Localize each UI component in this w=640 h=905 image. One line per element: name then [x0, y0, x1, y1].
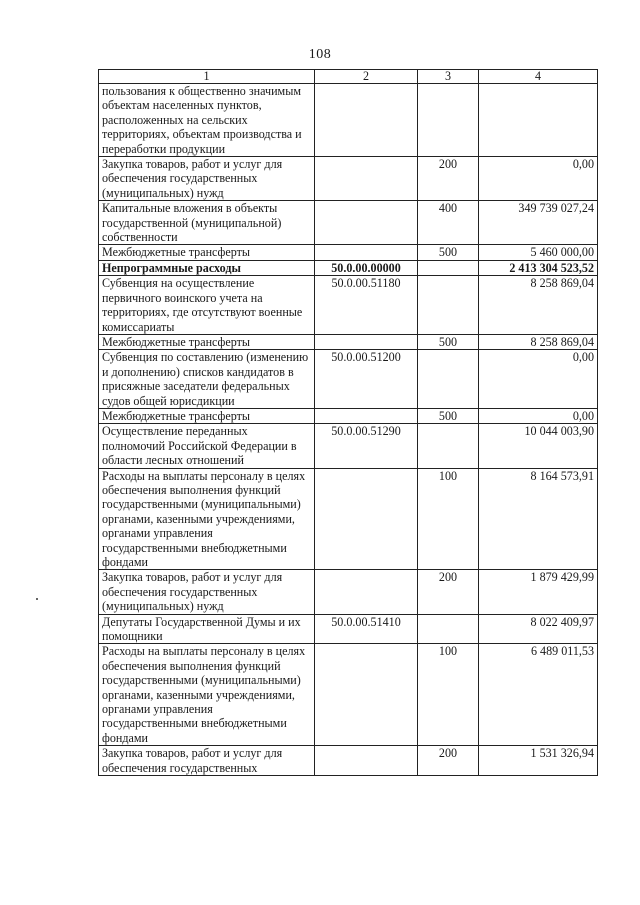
table-row [99, 350, 598, 409]
row-code [315, 570, 418, 614]
row-code [315, 408, 418, 423]
row-name: Субвенция на осуществление первичного воинского учета на территориях, где отсутствуют военные комиссариаты [99, 276, 315, 335]
header-col-2: 2 [315, 70, 418, 84]
page-number: 108 [308, 47, 332, 62]
row-name: Закупка товаров, работ и услуг для обеспечения государственных (муниципальных) нужд [99, 570, 315, 614]
row-kind [418, 84, 479, 157]
row-name: Межбюджетные трансферты [99, 334, 315, 349]
table-row [99, 468, 598, 570]
row-amount: 0,00 [479, 157, 598, 201]
table-row [99, 276, 598, 335]
row-amount: 0,00 [479, 408, 598, 423]
row-code [315, 157, 418, 201]
row-amount: 8 164 573,91 [479, 468, 598, 570]
row-name: Субвенция по составлению (изменению и дополнению) списков кандидатов в присяжные заседатели федеральных судов общей юрисдикции [99, 350, 315, 409]
row-kind: 200 [418, 746, 479, 776]
header-row [99, 70, 598, 84]
header-col-3: 3 [418, 70, 479, 84]
row-kind: 500 [418, 245, 479, 260]
row-code [315, 746, 418, 776]
row-code [315, 84, 418, 157]
row-amount: 5 460 000,00 [479, 245, 598, 260]
row-code [315, 201, 418, 245]
row-kind: 200 [418, 157, 479, 201]
row-amount: 2 413 304 523,52 [479, 260, 598, 275]
row-name: Непрограммные расходы [99, 260, 315, 275]
row-name: Расходы на выплаты персоналу в целях обеспечения выполнения функций государственными (муниципальными) органами, казенными учреждениями, органами управления государственными внебюджетными фондами [99, 644, 315, 746]
row-code: 50.0.00.51410 [315, 614, 418, 644]
row-kind: 400 [418, 201, 479, 245]
header-col-4: 4 [479, 70, 598, 84]
table-row [99, 746, 598, 776]
row-kind: 200 [418, 570, 479, 614]
table-row [99, 570, 598, 614]
table-row [99, 245, 598, 260]
row-name: Закупка товаров, работ и услуг для обеспечения государственных (муниципальных) нужд [99, 157, 315, 201]
row-code [315, 468, 418, 570]
row-amount: 10 044 003,90 [479, 424, 598, 468]
row-name: Депутаты Государственной Думы и их помощники [99, 614, 315, 644]
header-col-1: 1 [99, 70, 315, 84]
row-kind: 500 [418, 334, 479, 349]
row-kind [418, 424, 479, 468]
table-row-section-total [99, 260, 598, 275]
row-code [315, 245, 418, 260]
row-name: Расходы на выплаты персоналу в целях обеспечения выполнения функций государственными (муниципальными) органами, казенными учреждениями, органами управления государственными внебюджетными фондами [99, 468, 315, 570]
row-kind: 100 [418, 468, 479, 570]
row-code: 50.0.00.51290 [315, 424, 418, 468]
row-name: пользования к общественно значимым объектам населенных пунктов, расположенных на сельских территориях, объектам производства и переработки продукции [99, 84, 315, 157]
row-name: Межбюджетные трансферты [99, 245, 315, 260]
row-kind [418, 350, 479, 409]
row-code: 50.0.00.00000 [315, 260, 418, 275]
row-code [315, 334, 418, 349]
row-amount: 8 022 409,97 [479, 614, 598, 644]
table-row [99, 157, 598, 201]
row-kind [418, 276, 479, 335]
scan-speck [36, 598, 38, 600]
table-row [99, 408, 598, 423]
table-row [99, 614, 598, 644]
row-kind [418, 614, 479, 644]
row-amount: 1 879 429,99 [479, 570, 598, 614]
row-amount: 6 489 011,53 [479, 644, 598, 746]
row-name: Межбюджетные трансферты [99, 408, 315, 423]
row-amount: 8 258 869,04 [479, 276, 598, 335]
table-row [99, 334, 598, 349]
table-row [99, 84, 598, 157]
row-code [315, 644, 418, 746]
row-kind: 500 [418, 408, 479, 423]
row-code: 50.0.00.51200 [315, 350, 418, 409]
row-amount: 0,00 [479, 350, 598, 409]
row-kind [418, 260, 479, 275]
row-name: Капитальные вложения в объекты государственной (муниципальной) собственности [99, 201, 315, 245]
row-amount: 8 258 869,04 [479, 334, 598, 349]
row-amount: 1 531 326,94 [479, 746, 598, 776]
budget-table [98, 69, 598, 776]
table-row [99, 424, 598, 468]
table-row [99, 644, 598, 746]
row-code: 50.0.00.51180 [315, 276, 418, 335]
row-amount [479, 84, 598, 157]
row-kind: 100 [418, 644, 479, 746]
row-amount: 349 739 027,24 [479, 201, 598, 245]
table-row [99, 201, 598, 245]
row-name: Закупка товаров, работ и услуг для обеспечения государственных [99, 746, 315, 776]
row-name: Осуществление переданных полномочий Российской Федерации в области лесных отношений [99, 424, 315, 468]
